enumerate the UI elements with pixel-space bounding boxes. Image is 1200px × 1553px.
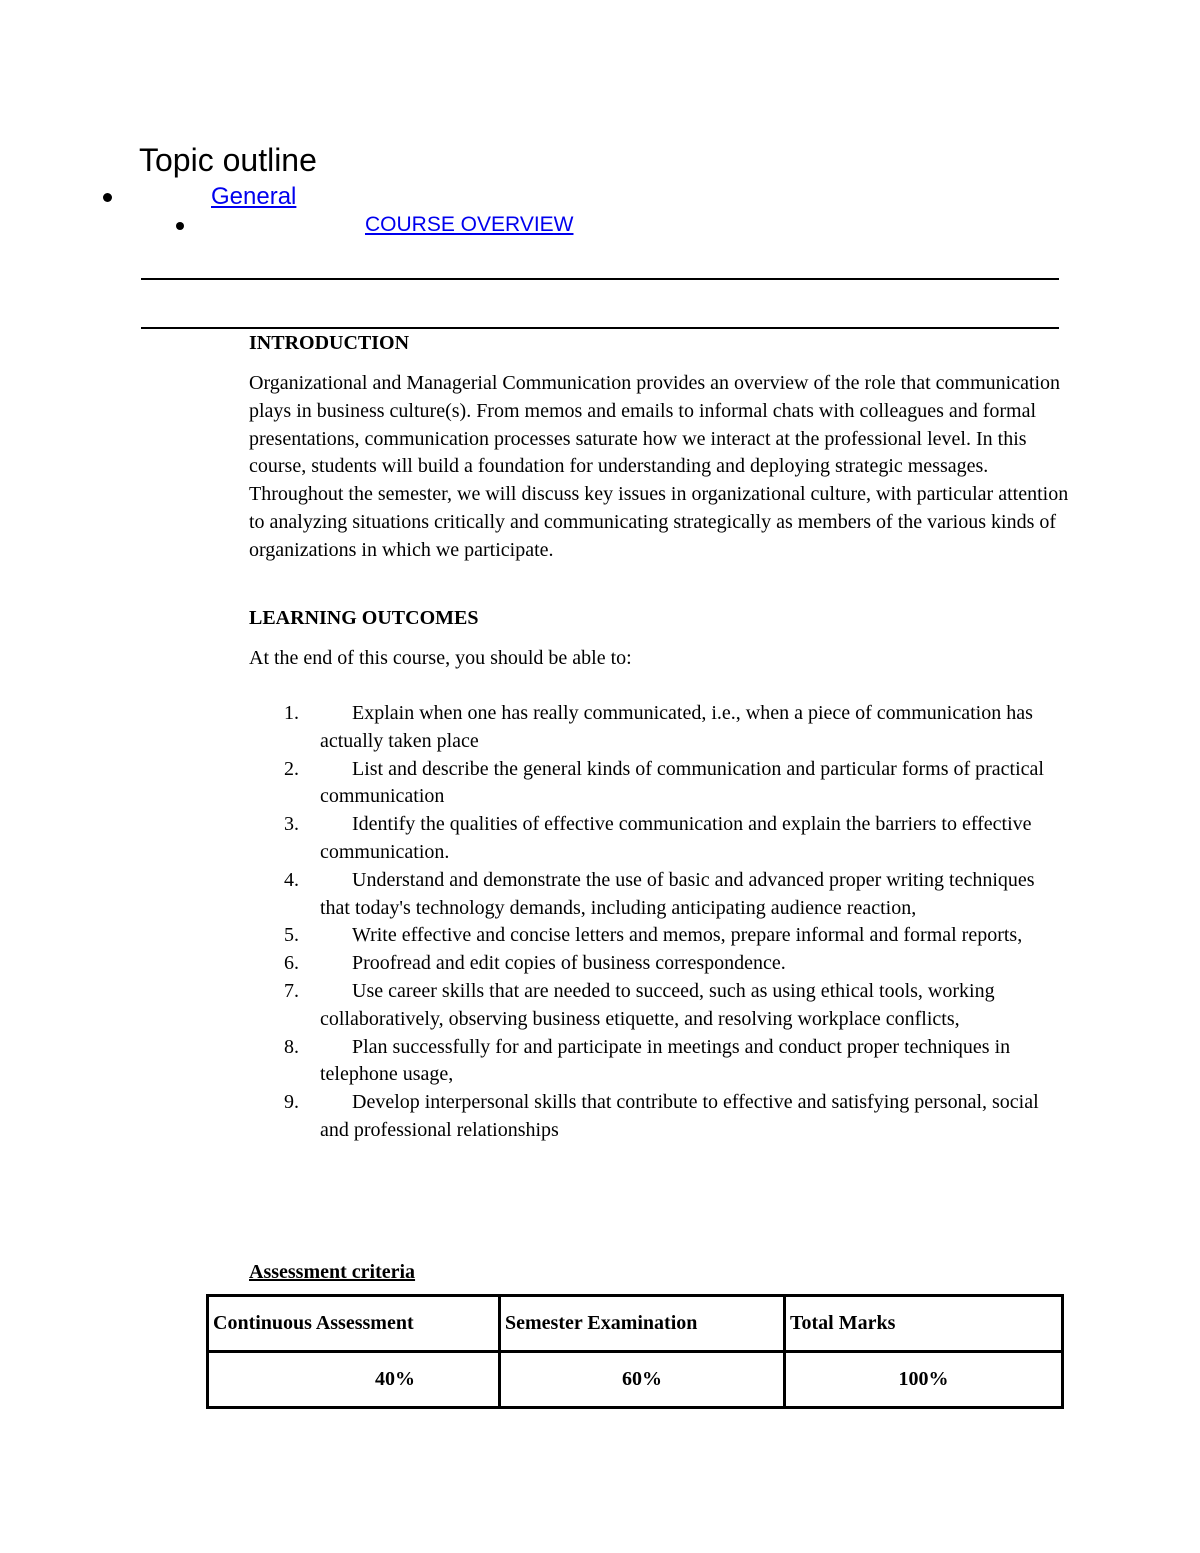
list-item xyxy=(249,700,1069,756)
table-header-cell: Semester Examination xyxy=(500,1296,785,1352)
introduction-paragraph: Organizational and Managerial Communication provides an overview of the role that communication plays in business culture(s). From memos and emails to informal chats with colleagues and formal presentations, communication processes saturate how we interact at the professional level. In this course, students will build a foundation for understanding and deploying strategic messages. Throughout the semester, we will discuss key issues in organizational culture, with particular attention to analyzing situations critically and communicating strategically as members of the various kinds of organizations in which we participate. xyxy=(249,372,1069,561)
learning-outcomes-heading: LEARNING OUTCOMES xyxy=(249,607,479,629)
list-item xyxy=(249,811,1069,867)
bullet-icon xyxy=(103,193,112,202)
list-number: 6. xyxy=(284,952,299,975)
table-cell: 40% xyxy=(208,1352,500,1408)
list-item xyxy=(249,978,1069,1034)
list-number: 5. xyxy=(284,924,299,947)
list-number: 4. xyxy=(284,868,299,891)
table-header-cell: Total Marks xyxy=(785,1296,1063,1352)
learning-outcomes-intro: At the end of this course, you should be able to: xyxy=(249,647,632,669)
list-item xyxy=(249,922,1069,950)
assessment-table xyxy=(206,1294,1064,1409)
table-header-row xyxy=(208,1296,1063,1352)
list-number: 9. xyxy=(284,1091,299,1114)
learning-outcomes-list xyxy=(249,700,1069,1145)
list-item-text: Develop interpersonal skills that contribute to effective and satisfying personal, social and professional relationships xyxy=(320,1091,1039,1141)
bullet-icon xyxy=(176,222,184,230)
list-item-text: List and describe the general kinds of communication and particular forms of practical communication xyxy=(320,757,1044,808)
list-item xyxy=(249,950,1069,978)
course-overview-link[interactable]: COURSE OVERVIEW xyxy=(365,213,574,236)
list-item-text: Proofread and edit copies of business correspondence. xyxy=(352,952,786,975)
list-item-text: Plan successfully for and participate in meetings and conduct proper techniques in telephone usage, xyxy=(320,1035,1011,1086)
introduction-heading: INTRODUCTION xyxy=(249,332,410,354)
list-item xyxy=(249,756,1069,812)
list-number: 1. xyxy=(284,702,299,724)
divider xyxy=(141,327,1059,329)
list-number: 3. xyxy=(284,813,299,836)
table-header-cell: Continuous Assessment xyxy=(208,1296,500,1352)
table-cell: 60% xyxy=(500,1352,785,1408)
page-title: Topic outline xyxy=(139,142,317,178)
list-item xyxy=(249,1034,1069,1090)
list-item xyxy=(249,867,1069,923)
list-item-text: Understand and demonstrate the use of basic and advanced proper writing techniques that today's technology demands, including anticipating audience reaction, xyxy=(320,868,1035,919)
assessment-criteria-heading: Assessment criteria xyxy=(249,1261,416,1283)
list-item-text: Write effective and concise letters and memos, prepare informal and formal reports, xyxy=(352,924,1023,947)
section-link-general[interactable]: General xyxy=(211,183,297,210)
list-item-text: Identify the qualities of effective communication and explain the barriers to effective communication. xyxy=(320,813,1032,863)
divider xyxy=(141,278,1059,280)
list-item xyxy=(249,1089,1069,1145)
list-number: 2. xyxy=(284,757,299,780)
table-row xyxy=(208,1352,1063,1408)
list-item-text: Use career skills that are needed to succeed, such as using ethical tools, working collaboratively, observing business etiquette, and resolving workplace conflicts, xyxy=(320,979,995,1030)
list-number: 8. xyxy=(284,1035,299,1058)
list-item-text: Explain when one has really communicated, i.e., when a piece of communication has actually taken place xyxy=(320,702,1033,752)
table-cell: 100% xyxy=(785,1352,1063,1408)
list-number: 7. xyxy=(284,979,299,1002)
